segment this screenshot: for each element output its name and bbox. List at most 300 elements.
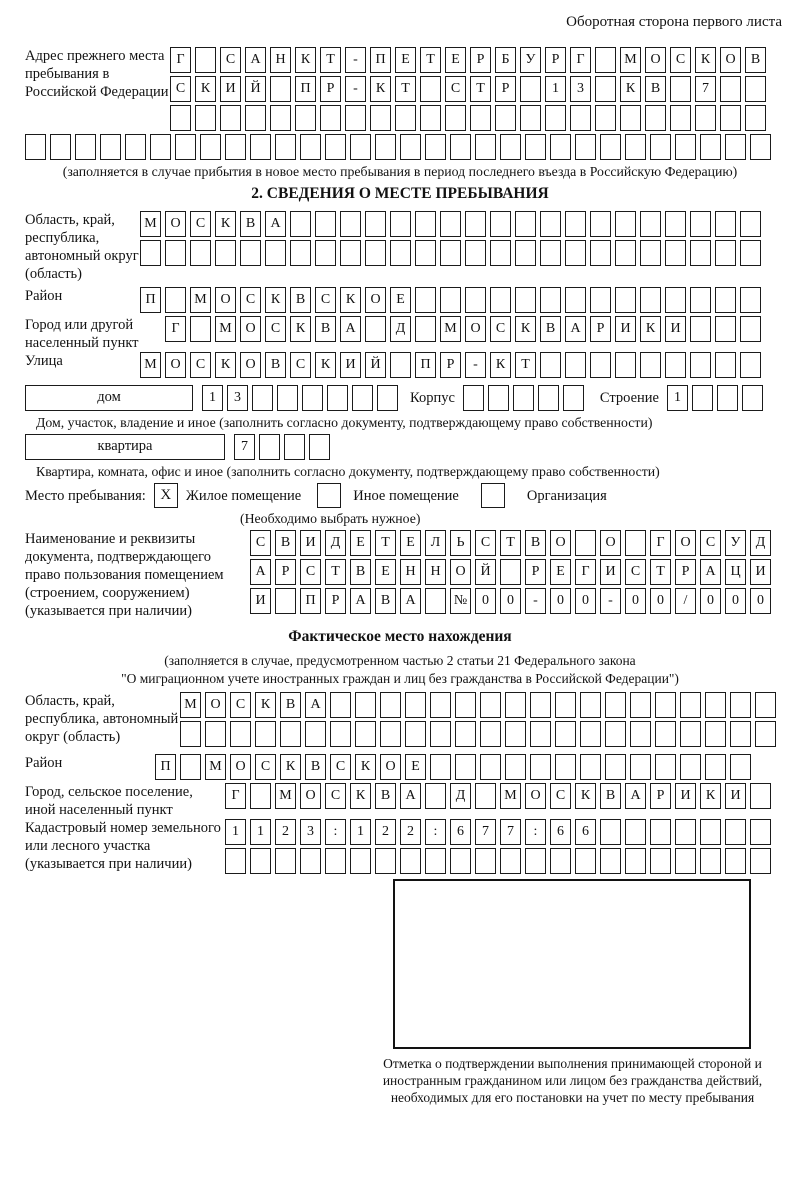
- char-box[interactable]: Р: [325, 588, 346, 614]
- char-box[interactable]: [390, 211, 411, 237]
- char-box[interactable]: [680, 692, 701, 718]
- char-box[interactable]: [630, 692, 651, 718]
- char-box[interactable]: [165, 240, 186, 266]
- char-box[interactable]: [750, 819, 771, 845]
- char-box[interactable]: [515, 240, 536, 266]
- char-box[interactable]: [125, 134, 146, 160]
- char-box[interactable]: [675, 848, 696, 874]
- char-box[interactable]: Н: [400, 559, 421, 585]
- char-box[interactable]: [540, 240, 561, 266]
- char-box[interactable]: Р: [440, 352, 461, 378]
- char-box[interactable]: [480, 754, 501, 780]
- char-box[interactable]: О: [450, 559, 471, 585]
- char-box[interactable]: [265, 240, 286, 266]
- char-box[interactable]: В: [240, 211, 261, 237]
- char-box[interactable]: В: [525, 530, 546, 556]
- char-box[interactable]: [755, 692, 776, 718]
- char-box[interactable]: [252, 385, 273, 411]
- char-box[interactable]: [495, 105, 516, 131]
- char-box[interactable]: М: [275, 783, 296, 809]
- char-box[interactable]: -: [525, 588, 546, 614]
- char-box[interactable]: В: [645, 76, 666, 102]
- char-box[interactable]: К: [355, 754, 376, 780]
- char-box[interactable]: [730, 692, 751, 718]
- char-box[interactable]: [665, 352, 686, 378]
- char-box[interactable]: С: [490, 316, 511, 342]
- char-box[interactable]: А: [305, 692, 326, 718]
- char-box[interactable]: [315, 240, 336, 266]
- char-box[interactable]: А: [565, 316, 586, 342]
- char-box[interactable]: [750, 783, 771, 809]
- char-box[interactable]: [440, 211, 461, 237]
- char-box[interactable]: С: [220, 47, 241, 73]
- char-box[interactable]: А: [350, 588, 371, 614]
- char-box[interactable]: [640, 352, 661, 378]
- char-box[interactable]: Т: [320, 47, 341, 73]
- char-box[interactable]: [365, 240, 386, 266]
- char-box[interactable]: К: [350, 783, 371, 809]
- char-box[interactable]: 3: [227, 385, 248, 411]
- char-box[interactable]: М: [440, 316, 461, 342]
- char-box[interactable]: [600, 848, 621, 874]
- char-box[interactable]: А: [340, 316, 361, 342]
- char-box[interactable]: [555, 692, 576, 718]
- char-box[interactable]: [595, 76, 616, 102]
- char-box[interactable]: О: [165, 211, 186, 237]
- char-box[interactable]: Г: [575, 559, 596, 585]
- char-box[interactable]: И: [725, 783, 746, 809]
- char-box[interactable]: [230, 721, 251, 747]
- char-box[interactable]: [75, 134, 96, 160]
- char-box[interactable]: [355, 721, 376, 747]
- char-box[interactable]: [590, 240, 611, 266]
- char-box[interactable]: [580, 692, 601, 718]
- char-box[interactable]: [615, 287, 636, 313]
- char-box[interactable]: Ь: [450, 530, 471, 556]
- char-box[interactable]: О: [600, 530, 621, 556]
- char-box[interactable]: [640, 240, 661, 266]
- char-box[interactable]: И: [615, 316, 636, 342]
- char-box[interactable]: [625, 819, 646, 845]
- char-box[interactable]: С: [315, 287, 336, 313]
- residential-checkbox[interactable]: X: [154, 483, 178, 508]
- char-box[interactable]: С: [190, 352, 211, 378]
- char-box[interactable]: К: [700, 783, 721, 809]
- char-box[interactable]: [200, 134, 221, 160]
- char-box[interactable]: К: [575, 783, 596, 809]
- char-box[interactable]: Ц: [725, 559, 746, 585]
- char-box[interactable]: [555, 754, 576, 780]
- char-box[interactable]: 7: [475, 819, 496, 845]
- char-box[interactable]: [720, 105, 741, 131]
- char-box[interactable]: 1: [250, 819, 271, 845]
- char-box[interactable]: [620, 105, 641, 131]
- char-box[interactable]: [575, 134, 596, 160]
- char-box[interactable]: [465, 240, 486, 266]
- char-box[interactable]: [270, 105, 291, 131]
- char-box[interactable]: С: [300, 559, 321, 585]
- char-box[interactable]: [455, 754, 476, 780]
- char-box[interactable]: Е: [550, 559, 571, 585]
- char-box[interactable]: Г: [650, 530, 671, 556]
- char-box[interactable]: 1: [545, 76, 566, 102]
- char-box[interactable]: [490, 287, 511, 313]
- char-box[interactable]: 2: [375, 819, 396, 845]
- char-box[interactable]: [670, 76, 691, 102]
- char-box[interactable]: -: [345, 47, 366, 73]
- char-box[interactable]: [500, 134, 521, 160]
- char-box[interactable]: [555, 721, 576, 747]
- char-box[interactable]: [440, 240, 461, 266]
- char-box[interactable]: К: [640, 316, 661, 342]
- char-box[interactable]: О: [230, 754, 251, 780]
- char-box[interactable]: А: [250, 559, 271, 585]
- char-box[interactable]: [302, 385, 323, 411]
- char-box[interactable]: [755, 721, 776, 747]
- char-box[interactable]: К: [620, 76, 641, 102]
- char-box[interactable]: [370, 105, 391, 131]
- char-box[interactable]: Д: [325, 530, 346, 556]
- char-box[interactable]: [480, 692, 501, 718]
- char-box[interactable]: [565, 211, 586, 237]
- char-box[interactable]: П: [370, 47, 391, 73]
- char-box[interactable]: О: [240, 316, 261, 342]
- char-box[interactable]: [717, 385, 738, 411]
- char-box[interactable]: [290, 211, 311, 237]
- char-box[interactable]: В: [275, 530, 296, 556]
- char-box[interactable]: М: [140, 211, 161, 237]
- char-box[interactable]: [750, 134, 771, 160]
- char-box[interactable]: [420, 105, 441, 131]
- other-premises-checkbox[interactable]: [317, 483, 341, 508]
- char-box[interactable]: [525, 134, 546, 160]
- char-box[interactable]: [345, 105, 366, 131]
- char-box[interactable]: [250, 134, 271, 160]
- char-box[interactable]: Й: [365, 352, 386, 378]
- char-box[interactable]: [400, 134, 421, 160]
- char-box[interactable]: [700, 848, 721, 874]
- char-box[interactable]: [280, 721, 301, 747]
- char-box[interactable]: [225, 134, 246, 160]
- char-box[interactable]: [405, 692, 426, 718]
- char-box[interactable]: [705, 754, 726, 780]
- char-box[interactable]: -: [465, 352, 486, 378]
- char-box[interactable]: [570, 105, 591, 131]
- char-box[interactable]: О: [215, 287, 236, 313]
- char-box[interactable]: [245, 105, 266, 131]
- char-box[interactable]: П: [300, 588, 321, 614]
- char-box[interactable]: 0: [625, 588, 646, 614]
- char-box[interactable]: Д: [750, 530, 771, 556]
- char-box[interactable]: [150, 134, 171, 160]
- char-box[interactable]: К: [255, 692, 276, 718]
- char-box[interactable]: [690, 240, 711, 266]
- char-box[interactable]: [425, 134, 446, 160]
- char-box[interactable]: К: [695, 47, 716, 73]
- char-box[interactable]: [550, 134, 571, 160]
- char-box[interactable]: И: [675, 783, 696, 809]
- char-box[interactable]: [725, 134, 746, 160]
- char-box[interactable]: [665, 287, 686, 313]
- char-box[interactable]: [352, 385, 373, 411]
- char-box[interactable]: [250, 783, 271, 809]
- char-box[interactable]: О: [550, 530, 571, 556]
- char-box[interactable]: [695, 105, 716, 131]
- char-box[interactable]: [309, 434, 330, 460]
- char-box[interactable]: [715, 316, 736, 342]
- char-box[interactable]: [475, 848, 496, 874]
- char-box[interactable]: Г: [165, 316, 186, 342]
- char-box[interactable]: М: [180, 692, 201, 718]
- char-box[interactable]: [720, 76, 741, 102]
- char-box[interactable]: А: [265, 211, 286, 237]
- char-box[interactable]: :: [425, 819, 446, 845]
- char-box[interactable]: [525, 848, 546, 874]
- char-box[interactable]: [490, 240, 511, 266]
- char-box[interactable]: [365, 211, 386, 237]
- char-box[interactable]: К: [490, 352, 511, 378]
- char-box[interactable]: С: [670, 47, 691, 73]
- char-box[interactable]: [277, 385, 298, 411]
- char-box[interactable]: [740, 352, 761, 378]
- char-box[interactable]: [430, 692, 451, 718]
- char-box[interactable]: [715, 352, 736, 378]
- char-box[interactable]: [595, 47, 616, 73]
- char-box[interactable]: Р: [525, 559, 546, 585]
- char-box[interactable]: О: [465, 316, 486, 342]
- char-box[interactable]: И: [250, 588, 271, 614]
- char-box[interactable]: О: [525, 783, 546, 809]
- char-box[interactable]: [380, 721, 401, 747]
- char-box[interactable]: [725, 819, 746, 845]
- char-box[interactable]: 7: [500, 819, 521, 845]
- char-box[interactable]: [490, 211, 511, 237]
- char-box[interactable]: Е: [405, 754, 426, 780]
- char-box[interactable]: В: [305, 754, 326, 780]
- char-box[interactable]: :: [325, 819, 346, 845]
- char-box[interactable]: Е: [390, 287, 411, 313]
- char-box[interactable]: [415, 211, 436, 237]
- char-box[interactable]: [540, 287, 561, 313]
- char-box[interactable]: [480, 721, 501, 747]
- char-box[interactable]: М: [620, 47, 641, 73]
- char-box[interactable]: [630, 754, 651, 780]
- char-box[interactable]: [259, 434, 280, 460]
- char-box[interactable]: [740, 287, 761, 313]
- char-box[interactable]: :: [525, 819, 546, 845]
- char-box[interactable]: /: [675, 588, 696, 614]
- char-box[interactable]: [580, 721, 601, 747]
- char-box[interactable]: [640, 287, 661, 313]
- char-box[interactable]: [725, 848, 746, 874]
- char-box[interactable]: 1: [202, 385, 223, 411]
- char-box[interactable]: -: [345, 76, 366, 102]
- char-box[interactable]: А: [700, 559, 721, 585]
- char-box[interactable]: [545, 105, 566, 131]
- char-box[interactable]: 3: [570, 76, 591, 102]
- char-box[interactable]: [615, 211, 636, 237]
- char-box[interactable]: [690, 287, 711, 313]
- char-box[interactable]: 3: [300, 819, 321, 845]
- char-box[interactable]: [405, 721, 426, 747]
- char-box[interactable]: Т: [395, 76, 416, 102]
- char-box[interactable]: [450, 134, 471, 160]
- char-box[interactable]: [730, 754, 751, 780]
- char-box[interactable]: [275, 588, 296, 614]
- char-box[interactable]: В: [350, 559, 371, 585]
- char-box[interactable]: [290, 240, 311, 266]
- char-box[interactable]: [320, 105, 341, 131]
- char-box[interactable]: [595, 105, 616, 131]
- char-box[interactable]: М: [140, 352, 161, 378]
- char-box[interactable]: [705, 692, 726, 718]
- char-box[interactable]: Л: [425, 530, 446, 556]
- char-box[interactable]: [505, 721, 526, 747]
- char-box[interactable]: К: [295, 47, 316, 73]
- char-box[interactable]: [655, 721, 676, 747]
- char-box[interactable]: [740, 211, 761, 237]
- char-box[interactable]: [580, 754, 601, 780]
- char-box[interactable]: [270, 76, 291, 102]
- char-box[interactable]: [375, 134, 396, 160]
- char-box[interactable]: 1: [350, 819, 371, 845]
- char-box[interactable]: [488, 385, 509, 411]
- char-box[interactable]: [700, 134, 721, 160]
- char-box[interactable]: И: [665, 316, 686, 342]
- char-box[interactable]: [690, 316, 711, 342]
- char-box[interactable]: [195, 47, 216, 73]
- char-box[interactable]: [715, 240, 736, 266]
- char-box[interactable]: С: [625, 559, 646, 585]
- char-box[interactable]: [180, 754, 201, 780]
- char-box[interactable]: [590, 287, 611, 313]
- char-box[interactable]: [650, 848, 671, 874]
- char-box[interactable]: [380, 692, 401, 718]
- char-box[interactable]: [665, 211, 686, 237]
- char-box[interactable]: [563, 385, 584, 411]
- char-box[interactable]: [325, 134, 346, 160]
- char-box[interactable]: [180, 721, 201, 747]
- char-box[interactable]: С: [240, 287, 261, 313]
- char-box[interactable]: [445, 105, 466, 131]
- char-box[interactable]: [425, 783, 446, 809]
- char-box[interactable]: К: [215, 352, 236, 378]
- char-box[interactable]: Д: [390, 316, 411, 342]
- char-box[interactable]: К: [290, 316, 311, 342]
- char-box[interactable]: №: [450, 588, 471, 614]
- char-box[interactable]: [715, 211, 736, 237]
- char-box[interactable]: [745, 105, 766, 131]
- char-box[interactable]: [520, 76, 541, 102]
- char-box[interactable]: [680, 754, 701, 780]
- char-box[interactable]: 2: [275, 819, 296, 845]
- char-box[interactable]: Н: [270, 47, 291, 73]
- char-box[interactable]: 0: [575, 588, 596, 614]
- char-box[interactable]: П: [415, 352, 436, 378]
- char-box[interactable]: [465, 287, 486, 313]
- char-box[interactable]: 0: [475, 588, 496, 614]
- char-box[interactable]: [390, 240, 411, 266]
- char-box[interactable]: [670, 105, 691, 131]
- char-box[interactable]: [475, 783, 496, 809]
- char-box[interactable]: Е: [350, 530, 371, 556]
- char-box[interactable]: [630, 721, 651, 747]
- char-box[interactable]: С: [255, 754, 276, 780]
- char-box[interactable]: [500, 848, 521, 874]
- char-box[interactable]: [284, 434, 305, 460]
- char-box[interactable]: [425, 848, 446, 874]
- char-box[interactable]: 0: [500, 588, 521, 614]
- char-box[interactable]: [565, 352, 586, 378]
- char-box[interactable]: [463, 385, 484, 411]
- char-box[interactable]: [300, 134, 321, 160]
- char-box[interactable]: [590, 211, 611, 237]
- char-box[interactable]: В: [540, 316, 561, 342]
- char-box[interactable]: С: [190, 211, 211, 237]
- char-box[interactable]: Б: [495, 47, 516, 73]
- char-box[interactable]: Р: [470, 47, 491, 73]
- char-box[interactable]: [305, 721, 326, 747]
- char-box[interactable]: [165, 287, 186, 313]
- char-box[interactable]: [505, 692, 526, 718]
- char-box[interactable]: В: [315, 316, 336, 342]
- char-box[interactable]: [170, 105, 191, 131]
- char-box[interactable]: [350, 848, 371, 874]
- char-box[interactable]: [655, 692, 676, 718]
- char-box[interactable]: [515, 211, 536, 237]
- char-box[interactable]: И: [600, 559, 621, 585]
- char-box[interactable]: [415, 240, 436, 266]
- char-box[interactable]: [195, 105, 216, 131]
- char-box[interactable]: Е: [445, 47, 466, 73]
- char-box[interactable]: [530, 754, 551, 780]
- char-box[interactable]: К: [215, 211, 236, 237]
- char-box[interactable]: [538, 385, 559, 411]
- char-box[interactable]: [430, 754, 451, 780]
- char-box[interactable]: С: [475, 530, 496, 556]
- char-box[interactable]: 0: [750, 588, 771, 614]
- char-box[interactable]: П: [295, 76, 316, 102]
- char-box[interactable]: [675, 819, 696, 845]
- char-box[interactable]: [645, 105, 666, 131]
- char-box[interactable]: Г: [225, 783, 246, 809]
- char-box[interactable]: [255, 721, 276, 747]
- char-box[interactable]: В: [280, 692, 301, 718]
- char-box[interactable]: [625, 134, 646, 160]
- char-box[interactable]: [205, 721, 226, 747]
- char-box[interactable]: А: [400, 588, 421, 614]
- char-box[interactable]: [295, 105, 316, 131]
- char-box[interactable]: О: [365, 287, 386, 313]
- char-box[interactable]: [340, 240, 361, 266]
- char-box[interactable]: [455, 721, 476, 747]
- char-box[interactable]: Р: [495, 76, 516, 102]
- char-box[interactable]: Р: [650, 783, 671, 809]
- char-box[interactable]: О: [165, 352, 186, 378]
- char-box[interactable]: [650, 134, 671, 160]
- char-box[interactable]: А: [625, 783, 646, 809]
- char-box[interactable]: [430, 721, 451, 747]
- char-box[interactable]: В: [265, 352, 286, 378]
- char-box[interactable]: [690, 352, 711, 378]
- char-box[interactable]: [530, 721, 551, 747]
- char-box[interactable]: [520, 105, 541, 131]
- char-box[interactable]: К: [280, 754, 301, 780]
- char-box[interactable]: [275, 134, 296, 160]
- char-box[interactable]: [175, 134, 196, 160]
- char-box[interactable]: 7: [695, 76, 716, 102]
- char-box[interactable]: Г: [570, 47, 591, 73]
